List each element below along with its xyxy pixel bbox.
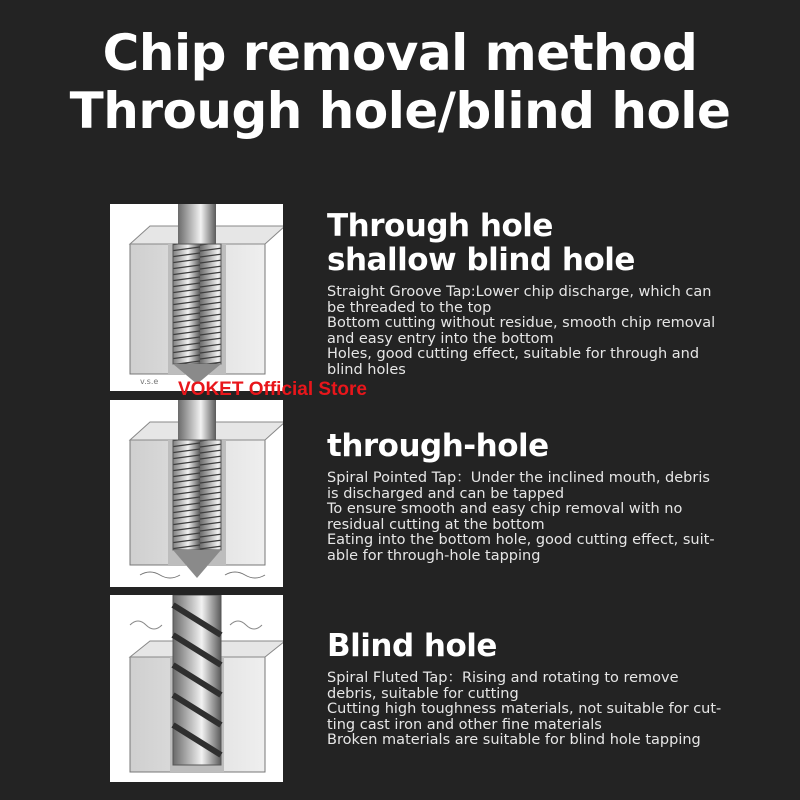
section-description: Spiral Pointed Tap：Under the inclined mouth, debris is discharged and can be tapped To ensure smooth and easy chip removal with no residual cutting at the bottom Eating into the bottom hole, good cutting effect, suit- able for through-hole tapping — [327, 470, 715, 564]
section-blind-hole — [327, 629, 747, 749]
title-line-1: Chip removal method — [102, 24, 698, 82]
section-heading: through-hole — [327, 428, 549, 464]
section-heading: Through hole shallow blind hole — [327, 208, 635, 278]
store-watermark: VOKET Official Store — [178, 379, 367, 400]
title-line-2: Through hole/blind hole — [69, 82, 731, 140]
svg-text:v.s.e: v.s.e — [140, 377, 159, 386]
straight-groove-tap-image — [110, 204, 283, 391]
section-through-hole — [327, 429, 747, 564]
section-through-shallow-blind — [327, 209, 747, 378]
spiral-fluted-tap-image — [110, 595, 283, 782]
page-title — [0, 24, 800, 140]
section-description: Spiral Fluted Tap：Rising and rotating to remove debris, suitable for cutting Cutting high toughness materials, not suitable for cut- ting cast iron and other fine materials Broken materials are suitable for blind hole tapping — [327, 670, 722, 748]
section-heading: Blind hole — [327, 628, 497, 664]
spiral-pointed-tap-image — [110, 400, 283, 587]
section-description: Straight Groove Tap:Lower chip discharge, which can be threaded to the top Bottom cutting without residue, smooth chip removal and easy entry into the bottom Holes, good cutting effect, suitable for through and blind holes — [327, 284, 716, 378]
